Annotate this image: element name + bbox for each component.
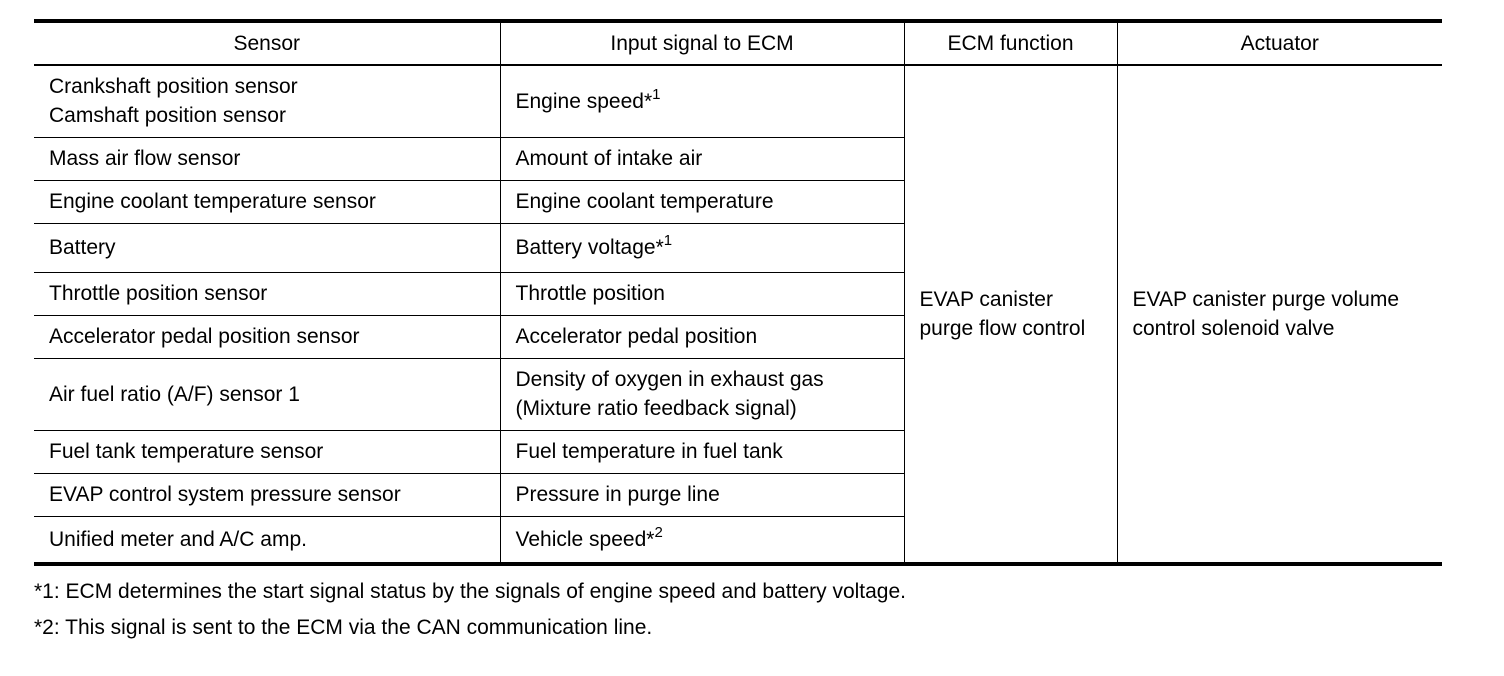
- input-signal-cell: [500, 65, 904, 137]
- sensor-cell: [34, 272, 500, 315]
- sensor-line: Engine coolant temperature sensor: [49, 190, 376, 213]
- header-actuator: Actuator: [1117, 21, 1442, 65]
- input-signal-cell: [500, 430, 904, 473]
- ecm-io-table: [34, 19, 1442, 566]
- input-signal-cell: [500, 473, 904, 516]
- signal-line: [516, 233, 889, 262]
- sensor-line: Unified meter and A/C amp.: [49, 527, 307, 551]
- sensor-cell: [34, 473, 500, 516]
- footnote-marker: 1: [663, 232, 673, 249]
- table-row: [34, 65, 1442, 137]
- signal-line: Pressure in purge line: [515, 483, 720, 506]
- footnote-marker: 1: [652, 85, 661, 103]
- sensor-line: Accelerator pedal position sensor: [49, 325, 360, 348]
- signal-line: Throttle position: [515, 282, 665, 305]
- signal-line: (Mixture ratio feedback signal): [515, 397, 797, 420]
- sensor-cell: [34, 137, 500, 180]
- signal-line: Density of oxygen in exhaust gas: [515, 368, 824, 391]
- input-signal-cell: [500, 516, 904, 564]
- header-input-signal: Input signal to ECM: [500, 21, 904, 65]
- footnote-2: *2: This signal is sent to the ECM via the CAN communication line.: [34, 616, 653, 639]
- input-signal-cell: [500, 272, 904, 315]
- signal-text: Battery voltage*: [515, 236, 664, 259]
- sensor-line: Throttle position sensor: [49, 282, 268, 305]
- input-signal-cell: [500, 358, 904, 430]
- sensor-line: Camshaft position sensor: [49, 104, 286, 128]
- signal-line: Engine coolant temperature: [515, 190, 774, 213]
- input-signal-cell: [500, 315, 904, 358]
- actuator-line: control solenoid valve: [1132, 317, 1335, 340]
- actuator-line: EVAP canister purge volume: [1132, 288, 1400, 311]
- input-signal-cell: [500, 180, 904, 223]
- table-body: [34, 65, 1442, 564]
- sensor-cell: [34, 65, 500, 137]
- footnotes: [34, 574, 1442, 646]
- ecm-function-line: EVAP canister: [919, 288, 1053, 311]
- signal-line: Amount of intake air: [515, 147, 703, 170]
- sensor-line: Fuel tank temperature sensor: [49, 440, 324, 463]
- signal-text: Engine speed*: [515, 89, 653, 113]
- ecm-function-line: purge flow control: [919, 317, 1086, 340]
- sensor-cell: [34, 358, 500, 430]
- sensor-line: Air fuel ratio (A/F) sensor 1: [49, 382, 300, 406]
- signal-line: Fuel temperature in fuel tank: [515, 440, 783, 463]
- input-signal-cell: [500, 137, 904, 180]
- sensor-cell: [34, 516, 500, 564]
- actuator-cell: [1117, 65, 1442, 564]
- header-ecm-function: ECM function: [904, 21, 1117, 65]
- sensor-line: EVAP control system pressure sensor: [49, 483, 401, 506]
- sensor-line: Crankshaft position sensor: [49, 75, 298, 99]
- input-signal-cell: [500, 223, 904, 272]
- document: [34, 19, 1442, 646]
- sensor-cell: [34, 223, 500, 272]
- signal-line: Accelerator pedal position: [515, 325, 758, 348]
- table-header-row: [34, 21, 1442, 65]
- sensor-line: Battery: [49, 236, 116, 259]
- sensor-line: Mass air flow sensor: [49, 147, 241, 170]
- signal-text: Vehicle speed*: [515, 527, 655, 551]
- footnote-1: *1: ECM determines the start signal status by the signals of engine speed and battery voltage.: [34, 580, 907, 603]
- header-sensor: Sensor: [34, 21, 500, 65]
- signal-line: [516, 87, 889, 116]
- signal-line: [516, 525, 889, 554]
- sensor-cell: [34, 180, 500, 223]
- footnote-marker: 2: [654, 523, 663, 541]
- sensor-cell: [34, 315, 500, 358]
- ecm-function-cell: [904, 65, 1117, 564]
- sensor-cell: [34, 430, 500, 473]
